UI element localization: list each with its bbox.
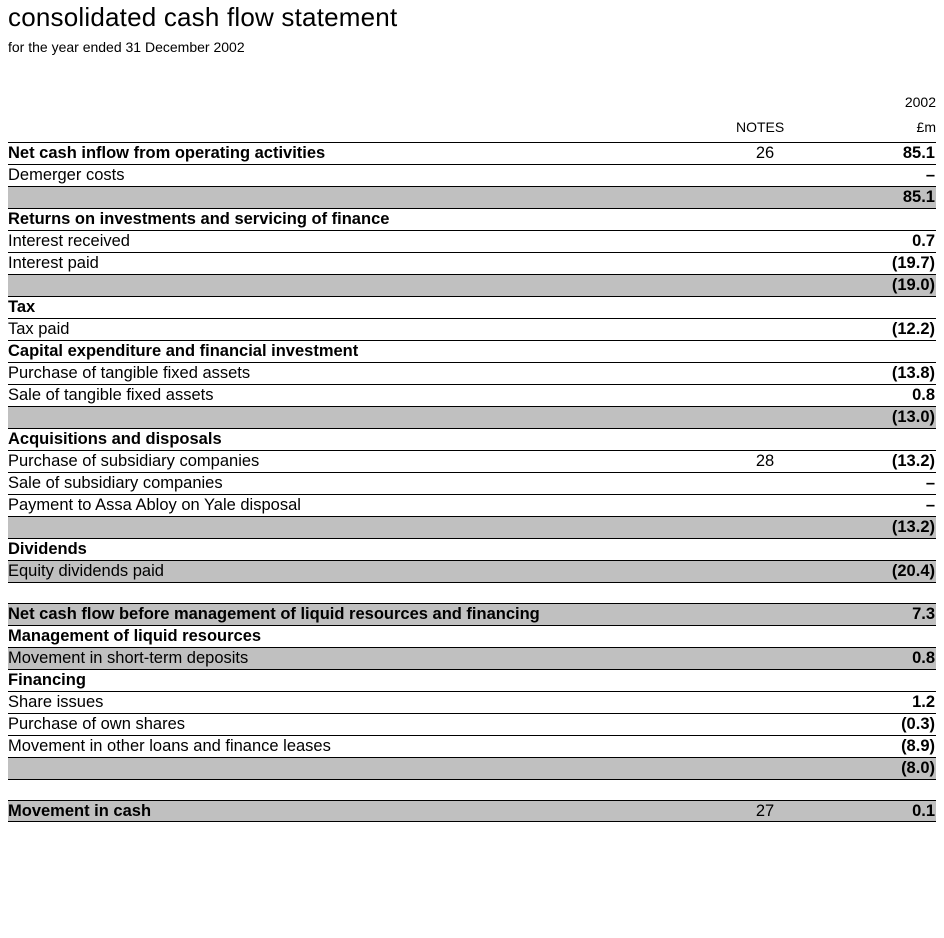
table-row — [8, 713, 936, 735]
table-row — [8, 252, 936, 274]
row-label: Net cash inflow from operating activities — [8, 144, 326, 162]
row-value: 85.1 — [902, 188, 935, 206]
table-row — [8, 186, 936, 208]
table-row — [8, 735, 936, 757]
table-row — [8, 406, 936, 428]
row-label: Share issues — [8, 693, 104, 711]
row-label: Sale of subsidiary companies — [8, 474, 223, 492]
row-label: Movement in cash — [8, 802, 152, 820]
row-value: (13.8) — [891, 364, 935, 382]
row-label: Sale of tangible fixed assets — [8, 386, 214, 404]
row-label: Net cash flow before management of liquid resources and financing — [8, 605, 540, 623]
table-row — [8, 538, 936, 560]
row-label: Capital expenditure and financial investment — [8, 342, 359, 360]
row-label: Purchase of subsidiary companies — [8, 452, 260, 470]
cash-flow-table — [8, 142, 936, 822]
row-value: (13.0) — [891, 408, 935, 426]
row-value: (12.2) — [891, 320, 935, 338]
row-label: Movement in other loans and finance leases — [8, 737, 331, 755]
table-row — [8, 340, 936, 362]
table-row — [8, 362, 936, 384]
row-value: (8.0) — [901, 759, 935, 777]
row-value: (8.9) — [901, 737, 935, 755]
row-value: 0.8 — [912, 649, 935, 667]
table-row — [8, 164, 936, 186]
page-title: consolidated cash flow statement — [8, 2, 398, 32]
table-row — [8, 230, 936, 252]
row-label: Purchase of tangible fixed assets — [8, 364, 251, 382]
row-value: – — [925, 474, 935, 492]
row-label: Movement in short-term deposits — [8, 649, 249, 667]
row-value: 0.1 — [912, 802, 935, 820]
row-label: Equity dividends paid — [8, 562, 164, 580]
table-row — [8, 384, 936, 406]
table-row — [8, 208, 936, 230]
row-value: – — [925, 496, 935, 514]
table-row — [8, 516, 936, 538]
table-row — [8, 296, 936, 318]
table-row — [8, 603, 936, 625]
row-value: 1.2 — [912, 693, 935, 711]
row-label: Purchase of own shares — [8, 715, 186, 733]
row-value: 85.1 — [902, 144, 935, 162]
row-value: 7.3 — [912, 605, 935, 623]
table-row — [8, 318, 936, 340]
row-label: Tax paid — [8, 320, 70, 338]
table-row — [8, 779, 936, 800]
table-row — [8, 669, 936, 691]
row-label: Financing — [8, 671, 86, 689]
table-row — [8, 647, 936, 669]
table-row — [8, 472, 936, 494]
column-header-unit: £m — [916, 119, 936, 135]
table-row — [8, 800, 936, 822]
table-row — [8, 428, 936, 450]
row-label: Returns on investments and servicing of finance — [8, 210, 390, 228]
row-label: Interest paid — [8, 254, 99, 272]
row-note: 27 — [755, 802, 775, 820]
row-label: Management of liquid resources — [8, 627, 262, 645]
page-subtitle: for the year ended 31 December 2002 — [8, 39, 245, 55]
row-label: Acquisitions and disposals — [8, 430, 222, 448]
table-row — [8, 691, 936, 713]
row-label: Demerger costs — [8, 166, 125, 184]
row-note: 28 — [755, 452, 775, 470]
table-row — [8, 494, 936, 516]
column-header-year: 2002 — [904, 94, 936, 110]
row-value: (13.2) — [891, 518, 935, 536]
row-value: (13.2) — [891, 452, 935, 470]
row-value: – — [925, 166, 935, 184]
row-note: 26 — [755, 144, 775, 162]
row-label: Interest received — [8, 232, 130, 250]
table-row — [8, 142, 936, 164]
row-label: Payment to Assa Abloy on Yale disposal — [8, 496, 301, 514]
table-row — [8, 582, 936, 603]
row-value: 0.8 — [912, 386, 935, 404]
table-row — [8, 560, 936, 582]
table-row — [8, 274, 936, 296]
row-value: 0.7 — [912, 232, 935, 250]
table-row — [8, 757, 936, 779]
row-value: (20.4) — [891, 562, 935, 580]
row-label: Tax — [8, 298, 36, 316]
table-row — [8, 625, 936, 647]
table-row — [8, 450, 936, 472]
row-value: (19.0) — [891, 276, 935, 294]
row-label: Dividends — [8, 540, 87, 558]
row-value: (0.3) — [901, 715, 935, 733]
column-header-notes: NOTES — [736, 119, 785, 135]
row-value: (19.7) — [891, 254, 935, 272]
